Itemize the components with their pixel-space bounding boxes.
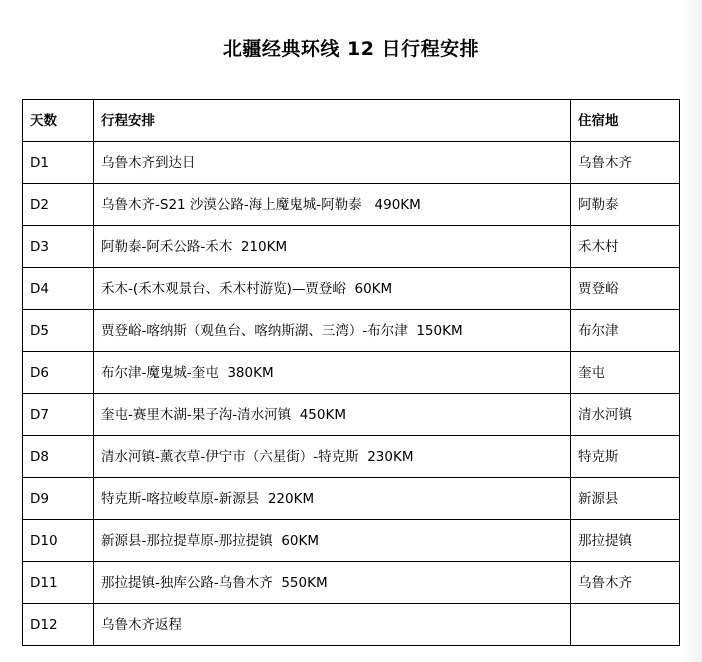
cell-day: D2: [23, 184, 94, 226]
cell-stay: 奎屯: [571, 352, 680, 394]
cell-route: 奎屯-赛里木湖-果子沟-清水河镇 450KM: [94, 394, 571, 436]
table-row: [23, 436, 680, 478]
cell-route: 乌鲁木齐到达日: [94, 142, 571, 184]
cell-route: 新源县-那拉提草原-那拉提镇 60KM: [94, 520, 571, 562]
table-header-row: [23, 100, 680, 142]
table-row: [23, 562, 680, 604]
cell-stay: 禾木村: [571, 226, 680, 268]
cell-day: D5: [23, 310, 94, 352]
cell-day: D4: [23, 268, 94, 310]
cell-stay: 那拉提镇: [571, 520, 680, 562]
cell-route: 清水河镇-薰衣草-伊宁市（六星街）-特克斯 230KM: [94, 436, 571, 478]
table-row: [23, 268, 680, 310]
cell-day: D9: [23, 478, 94, 520]
cell-stay: 乌鲁木齐: [571, 142, 680, 184]
cell-day: D10: [23, 520, 94, 562]
cell-day: D12: [23, 604, 94, 646]
cell-route: 特克斯-喀拉峻草原-新源县 220KM: [94, 478, 571, 520]
table-row: [23, 310, 680, 352]
cell-route: 那拉提镇-独库公路-乌鲁木齐 550KM: [94, 562, 571, 604]
header-stay: 住宿地: [571, 100, 680, 142]
table-row: [23, 352, 680, 394]
cell-stay: [571, 604, 680, 646]
cell-route: 阿勒泰-阿禾公路-禾木 210KM: [94, 226, 571, 268]
table-row: [23, 142, 680, 184]
cell-stay: 布尔津: [571, 310, 680, 352]
cell-stay: 贾登峪: [571, 268, 680, 310]
cell-day: D11: [23, 562, 94, 604]
table-row: [23, 394, 680, 436]
cell-stay: 乌鲁木齐: [571, 562, 680, 604]
cell-day: D6: [23, 352, 94, 394]
cell-route: 禾木-(禾木观景台、禾木村游览)—贾登峪 60KM: [94, 268, 571, 310]
cell-day: D3: [23, 226, 94, 268]
header-day: 天数: [23, 100, 94, 142]
cell-stay: 新源县: [571, 478, 680, 520]
cell-stay: 清水河镇: [571, 394, 680, 436]
cell-route: 乌鲁木齐-S21 沙漠公路-海上魔鬼城-阿勒泰 490KM: [94, 184, 571, 226]
itinerary-table: [22, 99, 680, 646]
table-row: [23, 184, 680, 226]
table-row: [23, 478, 680, 520]
cell-route: 乌鲁木齐返程: [94, 604, 571, 646]
cell-day: D1: [23, 142, 94, 184]
table-row: [23, 520, 680, 562]
cell-route: 贾登峪-喀纳斯（观鱼台、喀纳斯湖、三湾）-布尔津 150KM: [94, 310, 571, 352]
table-row: [23, 226, 680, 268]
cell-day: D8: [23, 436, 94, 478]
cell-route: 布尔津-魔鬼城-奎屯 380KM: [94, 352, 571, 394]
cell-stay: 特克斯: [571, 436, 680, 478]
document-title: 北疆经典环线 12 日行程安排: [222, 37, 480, 60]
cell-stay: 阿勒泰: [571, 184, 680, 226]
table-row: [23, 604, 680, 646]
cell-day: D7: [23, 394, 94, 436]
page-edge-shadow: [682, 0, 702, 662]
header-route: 行程安排: [94, 100, 571, 142]
